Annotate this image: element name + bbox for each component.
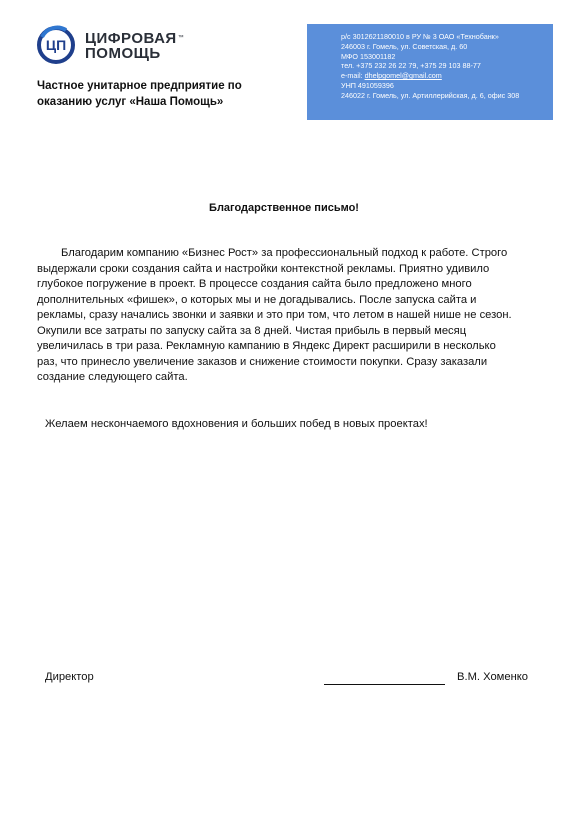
company-name [37, 79, 277, 110]
unp-code: УНП 491059396 [341, 80, 394, 90]
office-address: 246022 г. Гомель, ул. Артиллерийская, д. 6, офис 308 [341, 90, 520, 100]
body-line: Окупили все затраты по запуску сайта за 8 дней. Чистая прибыль в первый месяц [37, 324, 467, 337]
bank-address: 246003 г. Гомель, ул. Советская, д. 60 [341, 41, 468, 51]
company-name-line2: оказанию услуг «Наша Помощь» [37, 95, 224, 108]
logo-line1: ЦИФРОВАЯ [85, 30, 177, 47]
mfo-code: МФО 153001182 [341, 51, 396, 61]
trademark-mark: ™ [177, 35, 185, 41]
body-line: создание следующего сайта. [37, 371, 188, 383]
bank-account: р/с 3012621180010 в РУ № 3 ОАО «Технобанк» [341, 32, 499, 41]
signer-role: Директор [45, 671, 94, 683]
logo-mark-text: ЦП [45, 37, 67, 53]
body-line: выдержали сроки создания сайта и настройки контекстной рекламы. Приятно удивило [37, 262, 490, 275]
body-line: дополнительных «фишек», о которых мы и не догадывались. После запуска сайта и [37, 293, 477, 306]
letter-body [37, 246, 537, 386]
email-row [341, 71, 547, 81]
phone-numbers: тел. +375 232 26 22 79, +375 29 103 88-77 [341, 61, 481, 71]
body-line: глубокое погружение в проект. В процессе создания сайта было предложено много [37, 278, 472, 290]
signature-line [324, 684, 445, 685]
body-line: увеличилась в три раза. Рекламную кампанию в Яндекс Директ расширили в несколько [37, 340, 496, 352]
logo-line2: ПОМОЩЬ [85, 45, 161, 62]
body-line: раз, что принесло увеличение заказов и снижение стоимости покупки. Сразу заказали [37, 355, 488, 368]
logo-wordmark [85, 31, 184, 61]
letter-title: Благодарственное письмо! [209, 202, 359, 214]
company-logo [36, 25, 206, 65]
body-line: рекламы, сразу начались звонки и заявки и это при том, что летом в нашей нише не сезон. [37, 309, 512, 321]
logo-mark-icon [36, 25, 76, 65]
signer-name: В.М. Хоменко [457, 671, 528, 683]
company-name-line1: Частное унитарное предприятие по [37, 80, 242, 92]
email-label: e-mail: [341, 71, 365, 81]
requisites-box [307, 24, 553, 120]
email-link[interactable]: dhelpgomel@gmail.com [364, 71, 442, 81]
body-line: Благодарим компанию «Бизнес Рост» за профессиональный подход к работе. Строго [61, 247, 508, 259]
closing-wish: Желаем нескончаемого вдохновения и больших побед в новых проектах! [45, 418, 428, 430]
